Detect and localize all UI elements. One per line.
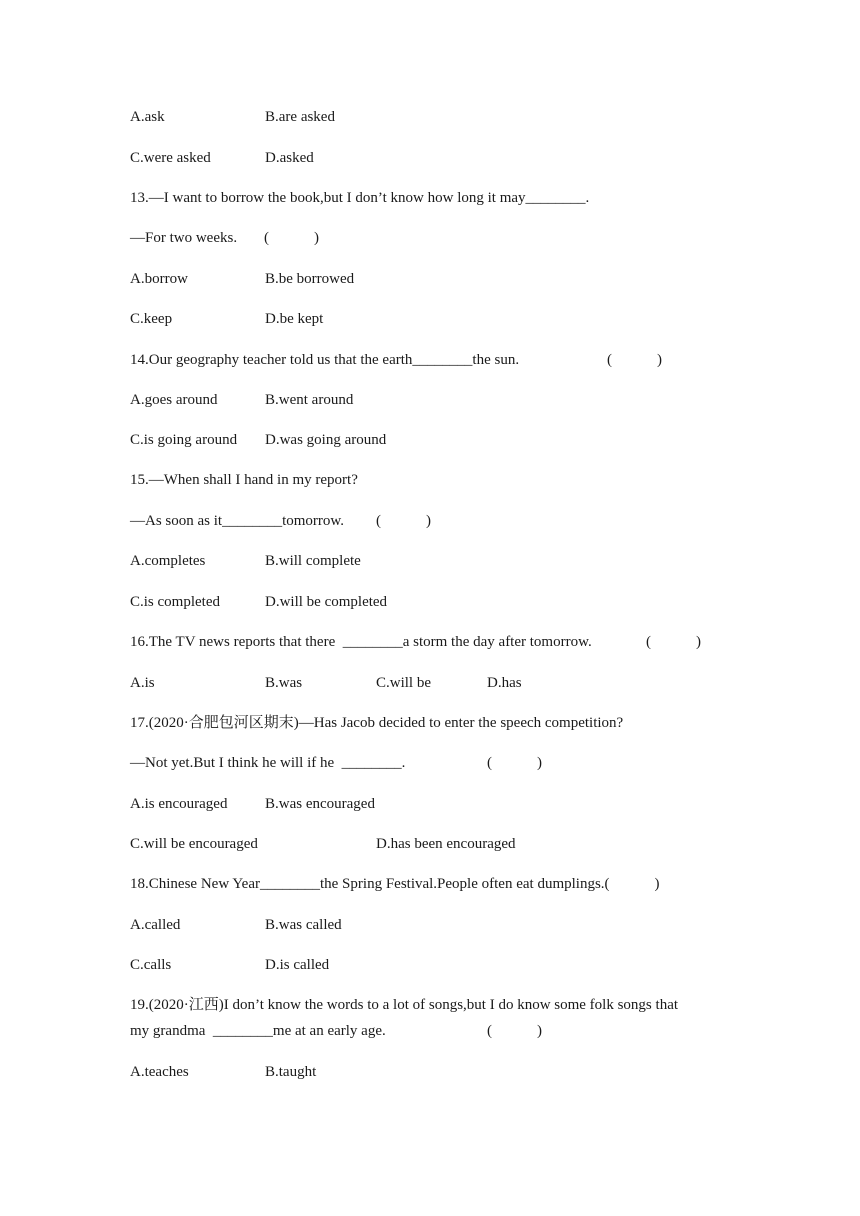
q15-option-b: B.will complete <box>265 553 361 569</box>
q17-answer-blank: ( ) <box>487 755 542 771</box>
q15-options-row-2 <box>130 592 388 612</box>
q15-option-d: D.will be completed <box>265 594 388 610</box>
q13-option-b: B.be borrowed <box>265 271 355 287</box>
q14-answer-blank: ( ) <box>607 352 662 368</box>
q18-option-a: A.called <box>130 917 181 933</box>
q14-options-row-1 <box>130 390 354 410</box>
q15-stem: 15.—When shall I hand in my report? <box>130 472 358 488</box>
q12-option-b: B.are asked <box>265 109 335 125</box>
q13-answer-blank: ( ) <box>264 230 319 246</box>
q16-options-row <box>130 673 522 693</box>
q19-option-b: B.taught <box>265 1064 317 1080</box>
q17-option-b: B.was encouraged <box>265 796 375 812</box>
q13-reply <box>130 228 319 248</box>
q17-option-c: C.will be encouraged <box>130 836 258 852</box>
q18-options-row-2 <box>130 955 330 975</box>
q17-option-d: D.has been encouraged <box>376 836 516 852</box>
q18-option-b: B.was called <box>265 917 342 933</box>
q14-option-a: A.goes around <box>130 392 218 408</box>
q13-reply-text: —For two weeks. <box>130 230 238 246</box>
q18-stem: 18.Chinese New Year________the Spring Festival.People often eat dumplings.( ) <box>130 876 660 892</box>
q14-stem <box>130 350 662 370</box>
q15-option-a: A.completes <box>130 553 206 569</box>
q19-option-a: A.teaches <box>130 1064 189 1080</box>
q15-answer-blank: ( ) <box>376 513 431 529</box>
q15-options-row-1 <box>130 551 361 571</box>
q19-options-row-1 <box>130 1062 317 1082</box>
q19-answer-blank: ( ) <box>487 1023 542 1039</box>
q17-option-a: A.is encouraged <box>130 796 228 812</box>
q17-reply-text: —Not yet.But I think he will if he ________. <box>130 755 406 771</box>
q16-option-b: B.was <box>265 675 303 691</box>
q14-option-d: D.was going around <box>265 432 387 448</box>
q13-option-c: C.keep <box>130 311 173 327</box>
q14-options-row-2 <box>130 430 387 450</box>
q15-option-c: C.is completed <box>130 594 220 610</box>
q16-option-a: A.is <box>130 675 155 691</box>
q19-stem-line-2 <box>130 1021 542 1041</box>
q18-options-row-1 <box>130 915 342 935</box>
q12-options-row-1 <box>130 107 335 127</box>
q16-text: 16.The TV news reports that there ________a storm the day after tomorrow. <box>130 634 592 650</box>
q14-option-b: B.went around <box>265 392 354 408</box>
q12-option-c: C.were asked <box>130 150 211 166</box>
q15-reply <box>130 511 431 531</box>
q13-options-row-2 <box>130 309 324 329</box>
q18-option-d: D.is called <box>265 957 330 973</box>
q18-option-c: C.calls <box>130 957 172 973</box>
q19-stem-line-1: 19.(2020·江西)I don’t know the words to a lot of songs,but I do know some folk songs that <box>130 997 679 1013</box>
q16-stem <box>130 632 701 652</box>
q12-option-a: A.ask <box>130 109 165 125</box>
q13-stem: 13.—I want to borrow the book,but I don’t know how long it may________. <box>130 190 590 206</box>
q17-options-row-1 <box>130 794 375 814</box>
q12-options-row-2 <box>130 148 314 168</box>
q13-options-row-1 <box>130 269 355 289</box>
q16-option-c: C.will be <box>376 675 431 691</box>
q13-option-d: D.be kept <box>265 311 324 327</box>
q17-stem: 17.(2020·合肥包河区期末)—Has Jacob decided to enter the speech competition? <box>130 715 624 731</box>
q12-option-d: D.asked <box>265 150 314 166</box>
q19-text: my grandma ________me at an early age. <box>130 1023 386 1039</box>
q13-option-a: A.borrow <box>130 271 188 287</box>
q16-answer-blank: ( ) <box>646 634 701 650</box>
q17-reply <box>130 753 542 773</box>
q14-text: 14.Our geography teacher told us that the earth________the sun. <box>130 352 520 368</box>
q14-option-c: C.is going around <box>130 432 238 448</box>
q15-reply-text: —As soon as it________tomorrow. <box>130 513 345 529</box>
q16-option-d: D.has <box>487 675 522 691</box>
q17-options-row-2 <box>130 834 516 854</box>
